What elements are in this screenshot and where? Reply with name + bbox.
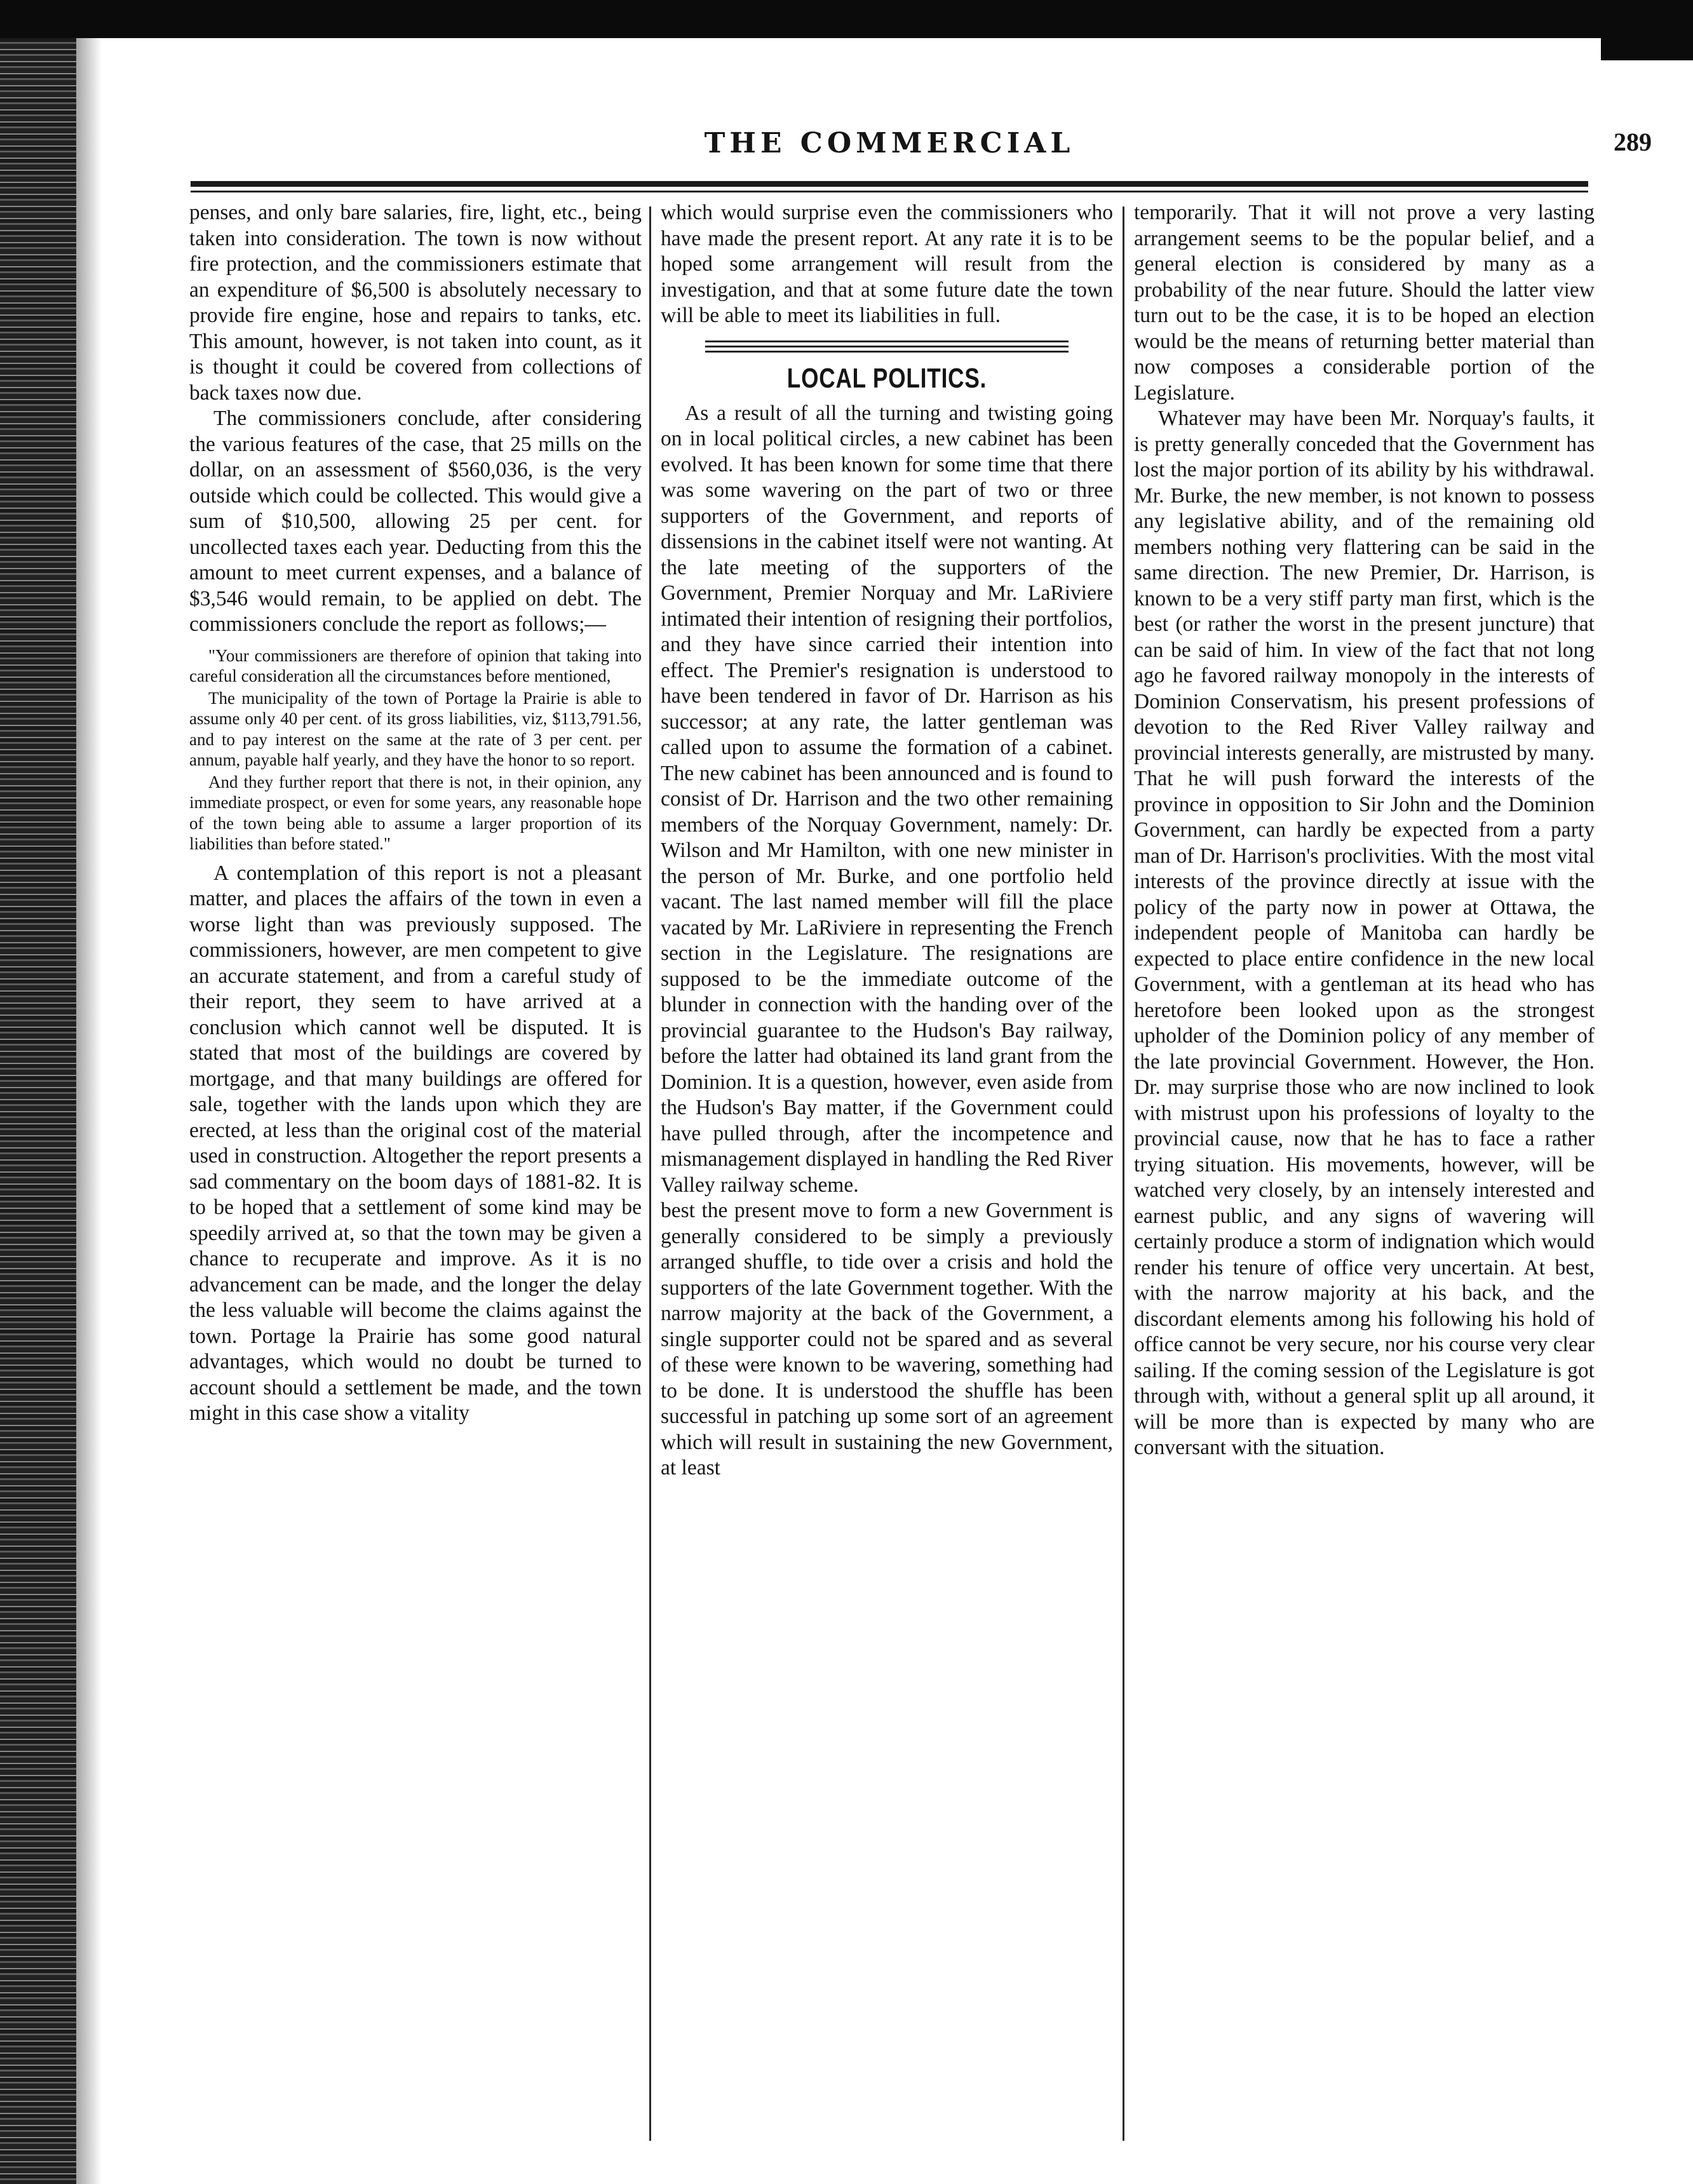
- section-heading: LOCAL POLITICS.: [786, 362, 987, 394]
- paragraph: best the present move to form a new Government is generally considered to be simply a previously arranged shuffle, to tide over a crisis and hold the supporters of the late Government together. With the narrow majority at the back of the Government, a single supporter could not be spared and as several of these were known to be wavering, something had to be done. It is understood the shuffle has been successful in patching up some sort of an agreement which will result in sustaining the new Government, at least: [661, 1199, 1113, 1480]
- header-rule-thin: [191, 191, 1588, 192]
- paragraph: A contemplation of this report is not a pleasant matter, and places the affairs of the town in even a worse light than was previously supposed. The commissioners, however, are men competent to give an accurate statement, and from a careful study of their report, they seem to have arrived at a conclusion which cannot well be disputed. It is stated that most of the buildings are covered by mortgage, and that many buildings are offered for sale, together with the lands upon which they are erected, at less than the original cost of the material used in construction. Altogether the report presents a sad commentary on the boom days of 1881-82. It is to be hoped that a settlement of some kind may be speedily arrived at, so that the town may be given a chance to recuperate and improve. As it is no advancement can be made, and the longer the delay the less valuable will become the claims against the town. Portage la Prairie has some good natural advantages, which would no doubt be turned to account should a settlement be made, and the town might in this case show a vitality: [189, 861, 642, 1425]
- column-1: [189, 200, 642, 2150]
- column-divider: [1123, 206, 1124, 2141]
- scan-binding-edge: [0, 38, 76, 2184]
- section-rule: [705, 346, 1069, 347]
- column-3: [1134, 200, 1595, 2150]
- quoted-report: And they further report that there is not, in their opinion, any immediate prospect, or even for some years, any reasonable hope of the town being able to assume a larger proportion of its liabilities than before stated.": [189, 772, 642, 853]
- paragraph: temporarily. That it will not prove a very lasting arrangement seems to be the popular belief, and a general election is considered by many as a probability of the near future. Should the latter view turn out to be the case, it is to be hoped an election would be the means of returning better material than now composes a considerable portion of the Legislature.: [1134, 201, 1595, 405]
- paragraph: which would surprise even the commissioners who have made the present report. At any rate it is to be hoped some arrangement will result from the investigation, and that at some future date the town will be able to meet its liabilities in full.: [661, 201, 1113, 327]
- paragraph: penses, and only bare salaries, fire, light, etc., being taken into consideration. The town is now without fire protection, and the commissioners estimate that an expenditure of $6,500 is absolutely necessary to provide fire engine, hose and repairs to tanks, etc. This amount, however, is not taken into count, as it is thought it could be covered from collections of back taxes now due.: [189, 201, 642, 405]
- quoted-report: "Your commissioners are therefore of opinion that taking into careful consideration all the circumstances before mentioned,: [189, 645, 642, 685]
- scan-page-top: [0, 38, 1601, 64]
- paragraph: As a result of all the turning and twisting going on in local political circles, a new cabinet has been evolved. It has been known for some time that there was some wavering on the part of two or three supporters of the Government, and reports of dissensions in the cabinet itself were not wanting. At the late meeting of the supporters of the Government, Premier Norquay and Mr. LaRiviere intimated their intention of resigning their portfolios, and they have since carried their intention into effect. The Premier's resignation is understood to have been tendered in favor of Dr. Harrison as his successor; at any rate, the latter gentleman was called upon to assume the formation of a cabinet. The new cabinet has been announced and is found to consist of Dr. Harrison and the two other remaining members of the Norquay Government, namely: Dr. Wilson and Mr Hamilton, with one new minister in the person of Mr. Burke, and one portfolio held vacant. The last named member will fill the place vacated by Mr. LaRiviere in representing the French section in the Legislature. The resignations are supposed to be the immediate outcome of the blunder in connection with the handing over of the provincial guarantee to the Hudson's Bay railway, before the latter had obtained its land grant from the Dominion. It is a question, however, even aside from the Hudson's Bay matter, if the Government could have pulled through, after the incompetence and mismanagement displayed in handling the Red River Valley railway scheme.: [661, 401, 1113, 1197]
- column-divider: [649, 206, 651, 2141]
- section-rule: [705, 351, 1069, 353]
- page-header-title: THE COMMERCIAL: [704, 127, 1075, 159]
- section-rule: [705, 340, 1069, 342]
- page-number: 289: [1614, 128, 1652, 156]
- paragraph: Whatever may have been Mr. Norquay's faults, it is pretty generally conceded that the Government has lost the major portion of its ability by his withdrawal. Mr. Burke, the new member, is not known to possess any legislative ability, and of the remaining old members nothing very flattering can be said in the same direction. The new Premier, Dr. Harrison, is known to be a very stiff party man first, which is the best (or rather the worst in the present juncture) that can be said of him. In view of the fact that not long ago he favored railway monopoly in the interests of Dominion Conservatism, his present professions of devotion to the Red River Valley railway and provincial interests generally, are mistrusted by many. That he will push forward the interests of the province in opposition to Sir John and the Dominion Government, can hardly be expected from a party man of Dr. Harrison's proclivities. With the most vital interests of the province directly at issue with the policy of the party now in power at Ottawa, the independent people of Manitoba can hardly be expected to place entire confidence in the new local Government, with a gentleman at its head who has heretofore been looked upon as the strongest upholder of the Dominion policy of any member of the late provincial Government. However, the Hon. Dr. may surprise those who are now inclined to look with mistrust upon his professions of loyalty to the provincial cause, now that he has to face a rather trying situation. His movements, however, will be watched very closely, by an intensely interested and earnest public, and any signs of wavering will certainly produce a storm of indignation which would render his tenure of office very uncertain. At best, with the narrow majority at his back, and the discordant elements among his following his hold of office cannot be very secure, nor his course very clear sailing. If the coming session of the Legislature is got through with, without a general split up all around, it will be more than is expected by many who are conversant with the situation.: [1134, 407, 1595, 1459]
- column-2: [661, 200, 1113, 2150]
- quoted-report: The municipality of the town of Portage la Prairie is able to assume only 40 per cent. of its gross liabilities, viz, $113,791.56, and to pay interest on the same at the rate of 3 per cent. per annum, payable half yearly, and they have the honor to so report.: [189, 688, 642, 769]
- paragraph: The commissioners conclude, after considering the various features of the case, that 25 mills on the dollar, on an assessment of $560,036, is the very outside which could be collected. This would give a sum of $10,500, allowing 25 per cent. for uncollected taxes each year. Deducting from this the amount to meet current expenses, and a balance of $3,546 would remain, to be applied on debt. The commissioners conclude the report as follows;—: [189, 407, 642, 636]
- scan-binding-shadow: [76, 38, 102, 2184]
- header-rule-thick: [191, 181, 1588, 187]
